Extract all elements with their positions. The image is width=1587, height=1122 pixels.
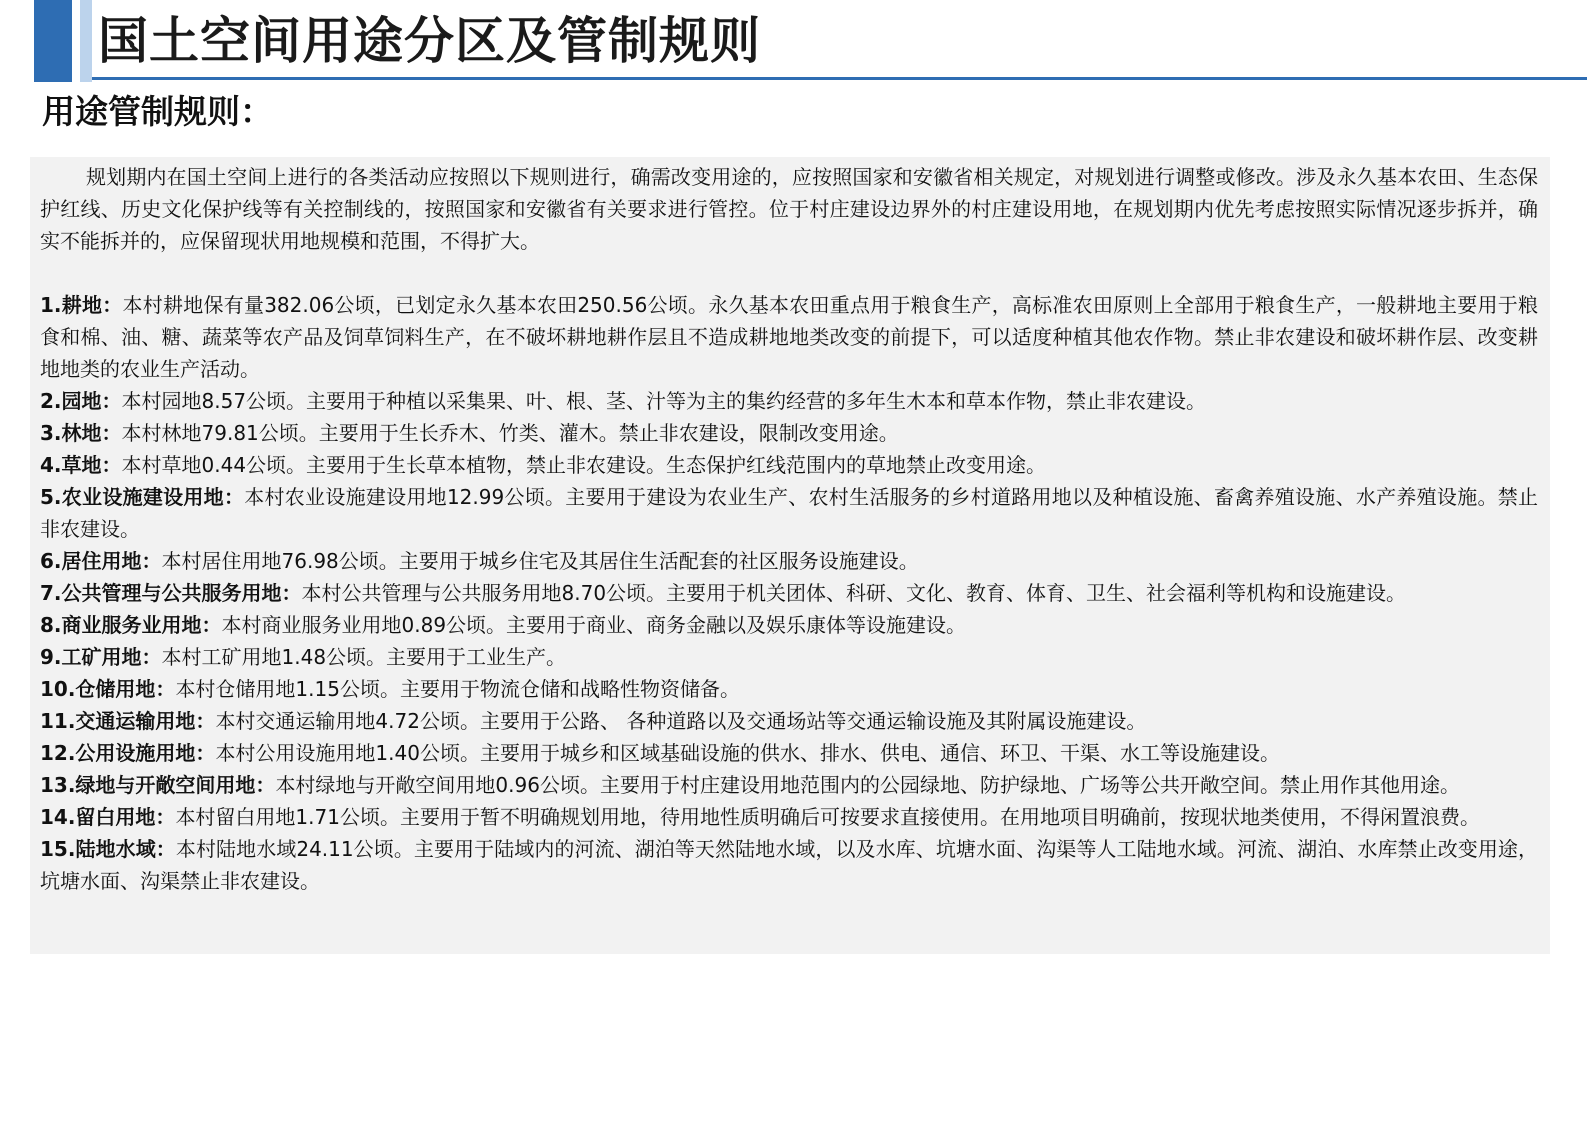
rule-text: 本村农业设施建设用地12.99公顷。主要用于建设为农业生产、农村生活服务的乡村道路用地以及种植设施、畜禽养殖设施、水产养殖设施。禁止非农建设。	[40, 485, 1539, 541]
rule-item	[40, 481, 1538, 545]
rule-text: 本村草地0.44公顷。主要用于生长草本植物，禁止非农建设。生态保护红线范围内的草地禁止改变用途。	[121, 453, 1047, 477]
rule-label: 11.交通运输用地：	[40, 709, 216, 733]
rule-label: 1.耕地：	[40, 293, 123, 317]
rule-text: 本村交通运输用地4.72公顷。主要用于公路、 各种道路以及交通场站等交通运输设施及其附属设施建设。	[215, 709, 1147, 733]
rule-text: 本村公用设施用地1.40公顷。主要用于城乡和区域基础设施的供水、排水、供电、通信、环卫、干渠、水工等设施建设。	[215, 741, 1280, 765]
rule-item	[40, 385, 1538, 417]
rule-item	[40, 833, 1538, 897]
rule-label: 13.绿地与开敞空间用地：	[40, 773, 276, 797]
rule-item	[40, 289, 1538, 385]
intro-paragraph: 规划期内在国土空间上进行的各类活动应按照以下规则进行，确需改变用途的，应按照国家和安徽省相关规定，对规划进行调整或修改。涉及永久基本农田、生态保护红线、历史文化保护线等有关控制线的，按照国家和安徽省有关要求进行管控。位于村庄建设边界外的村庄建设用地，在规划期内优先考虑按照实际情况逐步拆并，确实不能拆并的，应保留现状用地规模和范围，不得扩大。	[40, 165, 1538, 253]
rule-text: 本村工矿用地1.48公顷。主要用于工业生产。	[161, 645, 567, 669]
rules-list	[40, 289, 1538, 897]
rule-item	[40, 673, 1538, 705]
rule-label: 7.公共管理与公共服务用地：	[40, 581, 302, 605]
rule-text: 本村留白用地1.71公顷。主要用于暂不明确规划用地，待用地性质明确后可按要求直接使用。在用地项目明确前，按现状地类使用，不得闲置浪费。	[175, 805, 1480, 829]
rule-item	[40, 417, 1538, 449]
rule-label: 14.留白用地：	[40, 805, 176, 829]
rule-label: 12.公用设施用地：	[40, 741, 216, 765]
rule-text: 本村陆地水域24.11公顷。主要用于陆域内的河流、湖泊等天然陆地水域，以及水库、坑塘水面、沟渠等人工陆地水域。河流、湖泊、水库禁止改变用途，坑塘水面、沟渠禁止非农建设。	[40, 837, 1538, 893]
rule-label: 3.林地：	[40, 421, 122, 445]
rule-label: 15.陆地水域：	[40, 837, 176, 861]
rule-label: 5.农业设施建设用地：	[40, 485, 245, 509]
rule-item	[40, 801, 1538, 833]
content-panel	[30, 157, 1550, 954]
rule-item	[40, 737, 1538, 769]
rule-item	[40, 577, 1538, 609]
rule-item	[40, 641, 1538, 673]
page-title: 国土空间用途分区及管制规则	[98, 12, 761, 70]
rule-item	[40, 449, 1538, 481]
rule-text: 本村公共管理与公共服务用地8.70公顷。主要用于机关团体、科研、文化、教育、体育、卫生、社会福利等机构和设施建设。	[301, 581, 1407, 605]
rule-item	[40, 609, 1538, 641]
rule-text: 本村仓储用地1.15公顷。主要用于物流仓储和战略性物资储备。	[175, 677, 740, 701]
rule-text: 本村耕地保有量382.06公顷，已划定永久基本农田250.56公顷。永久基本农田重点用于粮食生产，高标准农田原则上全部用于粮食生产，一般耕地主要用于粮食和棉、油、糖、蔬菜等农产品及饲草饲料生产，在不破坏耕地耕作层且不造成耕地地类改变的前提下，可以适度种植其他农作物。禁止非农建设和破坏耕作层、改变耕地地类的农业生产活动。	[40, 293, 1539, 381]
rule-item	[40, 769, 1538, 801]
rule-text: 本村绿地与开敞空间用地0.96公顷。主要用于村庄建设用地范围内的公园绿地、防护绿地、广场等公共开敞空间。禁止用作其他用途。	[275, 773, 1460, 797]
rule-label: 2.园地：	[40, 389, 122, 413]
rule-item	[40, 545, 1538, 577]
paragraph-spacer	[40, 257, 1538, 289]
header-accent-bar-light	[80, 0, 92, 82]
section-heading: 用途管制规则：	[42, 92, 273, 131]
rule-label: 4.草地：	[40, 453, 122, 477]
rule-label: 10.仓储用地：	[40, 677, 176, 701]
rule-label: 6.居住用地：	[40, 549, 162, 573]
rule-text: 本村林地79.81公顷。主要用于生长乔木、竹类、灌木。禁止非农建设，限制改变用途。	[121, 421, 899, 445]
rule-item	[40, 705, 1538, 737]
rule-label: 8.商业服务业用地：	[40, 613, 222, 637]
header-divider	[92, 77, 1587, 80]
rule-label: 9.工矿用地：	[40, 645, 162, 669]
header-accent-bar	[34, 0, 72, 82]
rule-text: 本村商业服务业用地0.89公顷。主要用于商业、商务金融以及娱乐康体等设施建设。	[221, 613, 967, 637]
rule-text: 本村园地8.57公顷。主要用于种植以采集果、叶、根、茎、汁等为主的集约经营的多年生木本和草本作物，禁止非农建设。	[121, 389, 1207, 413]
rule-text: 本村居住用地76.98公顷。主要用于城乡住宅及其居住生活配套的社区服务设施建设。	[161, 549, 919, 573]
